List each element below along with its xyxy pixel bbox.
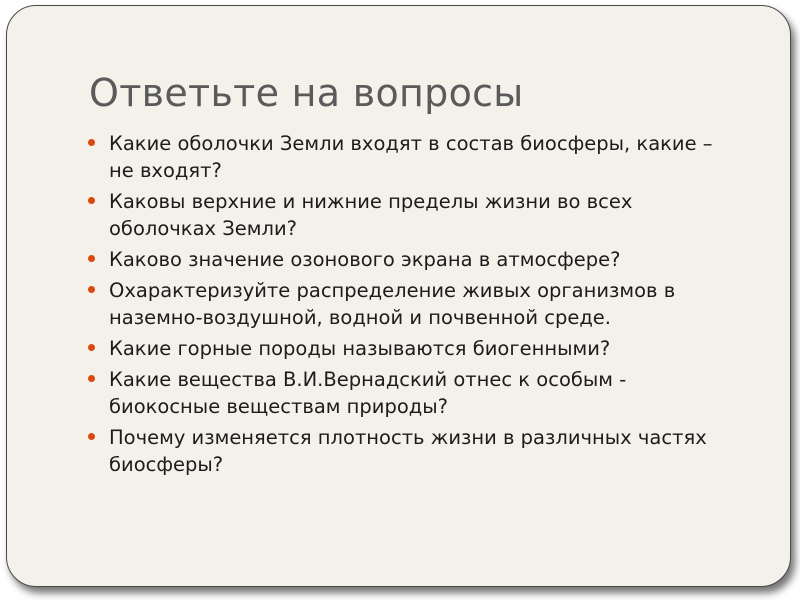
bullet-icon (88, 255, 95, 262)
question-text: Каково значение озонового экрана в атмосфере? (109, 248, 621, 271)
question-item (88, 277, 738, 331)
question-list (88, 130, 738, 482)
question-text: Почему изменяется плотность жизни в различных частях биосферы? (109, 426, 707, 476)
question-text: Какие горные породы называются биогенными? (109, 337, 611, 360)
bullet-icon (88, 197, 95, 204)
bullet-icon (88, 286, 95, 293)
question-item (88, 366, 738, 420)
bullet-icon (88, 139, 95, 146)
question-text: Какие вещества В.И.Вернадский отнес к особым - биокосные веществам природы? (109, 368, 627, 418)
bullet-icon (88, 433, 95, 440)
bullet-icon (88, 344, 95, 351)
question-text: Какие оболочки Земли входят в состав биосферы, какие – не входят? (109, 132, 713, 182)
question-item (88, 130, 738, 184)
question-item (88, 335, 738, 362)
question-item (88, 188, 738, 242)
slide-title: Ответьте на вопросы (89, 71, 524, 115)
bullet-icon (88, 375, 95, 382)
question-item (88, 246, 738, 273)
question-text: Охарактеризуйте распределение живых организмов в наземно-воздушной, водной и почвенной среде. (109, 279, 676, 329)
question-text: Каковы верхние и нижние пределы жизни во всех оболочках Земли? (109, 190, 633, 240)
question-item (88, 424, 738, 478)
